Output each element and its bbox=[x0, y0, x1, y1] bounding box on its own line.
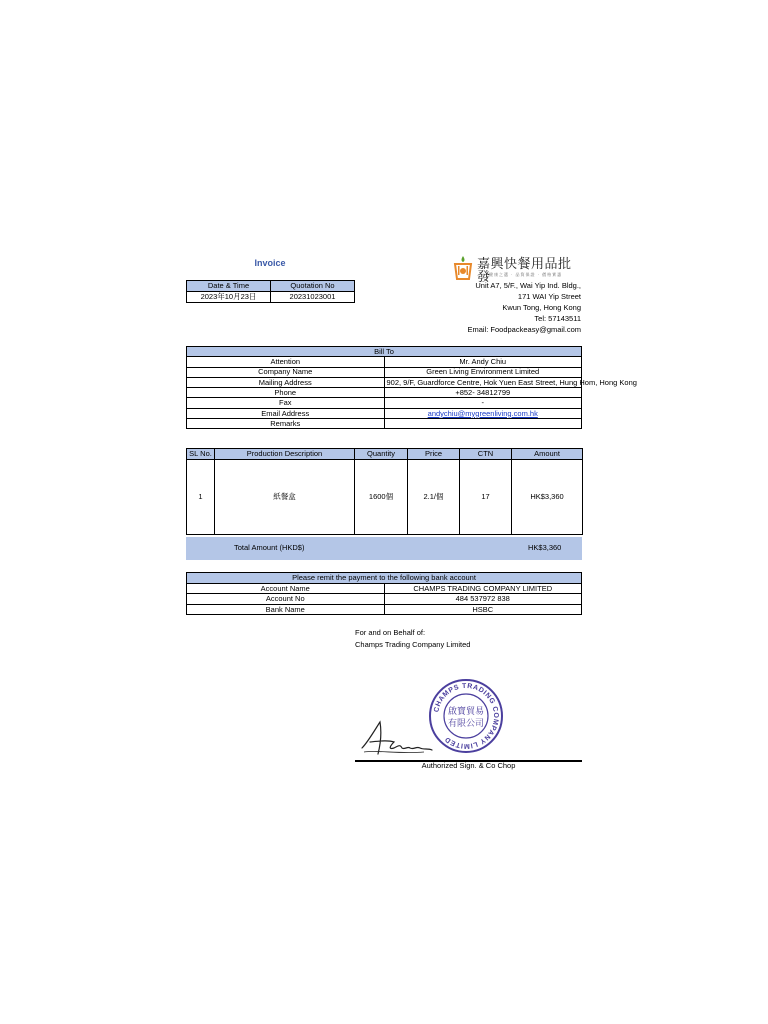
item-amount: HK$3,360 bbox=[512, 460, 583, 535]
col-description: Production Description bbox=[215, 449, 355, 460]
stamp-inner-line-1: 啟寶貿易 bbox=[447, 707, 485, 717]
company-stamp bbox=[428, 678, 504, 754]
total-amount-label: Total Amount (HKD$) bbox=[234, 543, 305, 552]
item-description: 紙餐盒 bbox=[215, 460, 355, 535]
bank-name-label: Bank Name bbox=[187, 604, 385, 615]
bill-to-table bbox=[186, 346, 637, 429]
phone-label: Phone bbox=[187, 388, 385, 398]
attention-label: Attention bbox=[187, 357, 385, 367]
logo-tagline: 健康之選 · 品質保證 · 價格實惠 bbox=[489, 272, 563, 277]
address-line: Unit A7, 5/F., Wai Yip Ind. Bldg., bbox=[475, 281, 581, 290]
date-value: 2023年10月23日 bbox=[187, 292, 271, 303]
item-quantity: 1600個 bbox=[355, 460, 408, 535]
logo-name: 嘉興快餐用品批發 bbox=[477, 257, 572, 285]
fax-value: - bbox=[384, 398, 582, 408]
account-name-value: CHAMPS TRADING COMPANY LIMITED bbox=[384, 583, 582, 594]
email-label: Email Address bbox=[187, 408, 385, 418]
stamp-outer-text: CHAMPS TRADING COMPANY LIMITED bbox=[433, 682, 500, 750]
account-no-value: 484 537972 838 bbox=[384, 594, 582, 605]
quotation-value: 20231023001 bbox=[271, 292, 355, 303]
handwritten-signature bbox=[358, 708, 438, 760]
address-line: 171 WAI Yip Street bbox=[517, 292, 581, 301]
company-email: Email: Foodpackeasy@gmail.com bbox=[467, 325, 581, 334]
email-link[interactable]: andychiu@mygreenliving.com.hk bbox=[427, 408, 538, 418]
date-label: Date & Time bbox=[187, 281, 271, 292]
company-phone: Tel: 57143511 bbox=[534, 314, 581, 323]
remarks-value bbox=[384, 419, 582, 429]
signature-caption: Authorized Sign. & Co Chop bbox=[421, 761, 516, 770]
food-container-icon bbox=[451, 255, 475, 281]
bank-name-value: HSBC bbox=[384, 604, 582, 615]
fax-label: Fax bbox=[187, 398, 385, 408]
item-sl-no: 1 bbox=[187, 460, 215, 535]
bank-table bbox=[186, 572, 582, 615]
col-sl-no: SL No. bbox=[187, 449, 215, 460]
item-price: 2.1/個 bbox=[408, 460, 460, 535]
bill-to-header: Bill To bbox=[187, 347, 582, 357]
invoice-title: Invoice bbox=[254, 258, 286, 268]
company-logo bbox=[449, 255, 581, 285]
table-row bbox=[187, 460, 583, 535]
mailing-address-value: 902, 9/F, Guardforce Centre, Hok Yuen East Street, Hung Hom, Hong Kong bbox=[384, 377, 582, 387]
item-ctn: 17 bbox=[460, 460, 512, 535]
phone-value: +852- 34812799 bbox=[384, 388, 582, 398]
account-no-label: Account No bbox=[187, 594, 385, 605]
remarks-label: Remarks bbox=[187, 419, 385, 429]
col-ctn: CTN bbox=[460, 449, 512, 460]
company-name-value: Green Living Environment Limited bbox=[384, 367, 582, 377]
address-line: Kwun Tong, Hong Kong bbox=[502, 303, 581, 312]
total-amount-value: HK$3,360 bbox=[528, 543, 562, 552]
col-amount: Amount bbox=[512, 449, 583, 460]
items-table bbox=[186, 448, 583, 535]
col-quantity: Quantity bbox=[355, 449, 408, 460]
account-name-label: Account Name bbox=[187, 583, 385, 594]
company-name-label: Company Name bbox=[187, 367, 385, 377]
quotation-label: Quotation No bbox=[271, 281, 355, 292]
stamp-inner-line-2: 有限公司 bbox=[447, 719, 485, 729]
col-price: Price bbox=[408, 449, 460, 460]
on-behalf-line: For and on Behalf of: bbox=[355, 628, 426, 637]
mailing-address-label: Mailing Address bbox=[187, 377, 385, 387]
attention-value: Mr. Andy Chiu bbox=[384, 357, 582, 367]
bank-header: Please remit the payment to the following bank account bbox=[187, 573, 582, 584]
on-behalf-company: Champs Trading Company Limited bbox=[355, 640, 471, 649]
date-quotation-table bbox=[186, 280, 355, 303]
email-value bbox=[384, 408, 582, 418]
